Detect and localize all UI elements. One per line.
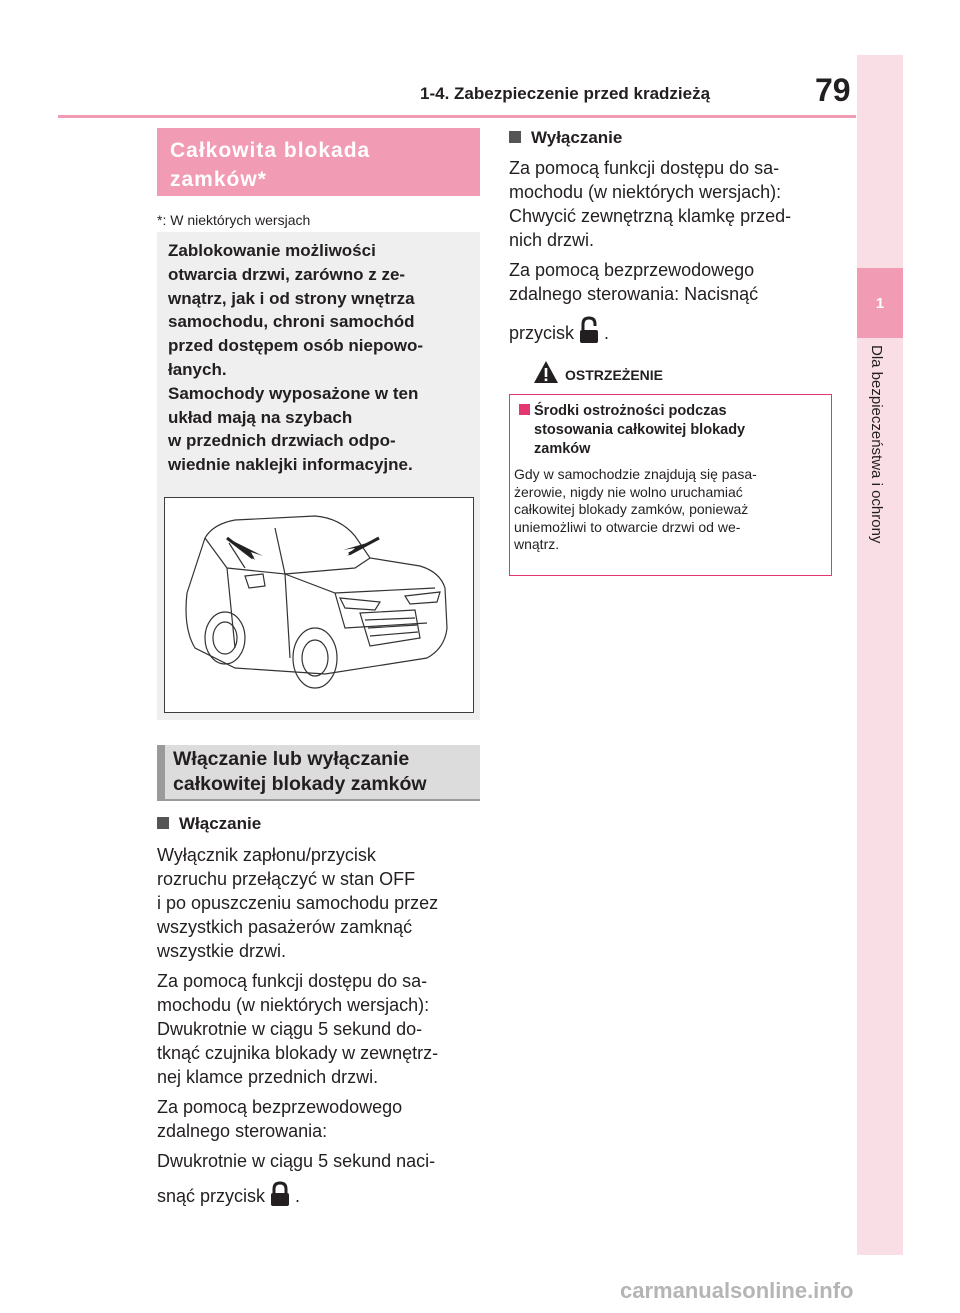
side-strip — [857, 55, 903, 1255]
text-line: mochodu (w niektórych wersjach): — [509, 182, 782, 202]
period: . — [604, 323, 610, 343]
subsection-title-box — [157, 745, 480, 801]
text-line: uniemożliwi to otwarcie drzwi od we- — [514, 518, 741, 535]
car-illustration — [164, 497, 474, 713]
section-title-box — [157, 128, 480, 196]
disable-heading-text: Wyłączanie — [531, 128, 623, 147]
text-line: rozruchu przełączyć w stan OFF — [157, 869, 416, 889]
intro-line: łanych. — [168, 359, 227, 379]
text-line: przycisk — [509, 323, 575, 343]
chapter-tab[interactable] — [857, 268, 903, 338]
text-line: Za pomocą funkcji dostępu do sa- — [157, 971, 428, 991]
text-line: żerowie, nigdy nie wolno uruchamiać — [514, 483, 743, 500]
text-line: Środki ostrożności podczas — [534, 403, 727, 419]
text-line: Za pomocą bezprzewodowego — [509, 260, 755, 280]
enable-heading — [157, 814, 261, 834]
text-line: Za pomocą funkcji dostępu do sa- — [509, 158, 780, 178]
text-line: wszystkich pasażerów zamknąć — [157, 917, 413, 937]
text-line: Dwukrotnie w ciągu 5 sekund do- — [157, 1019, 423, 1039]
text-line: Wyłącznik zapłonu/przycisk — [157, 845, 376, 865]
unlock-icon — [578, 316, 600, 350]
lock-icon — [269, 1181, 291, 1213]
intro-line: przed dostępem osób niepowo- — [168, 336, 424, 356]
text-line: zdalnego sterowania: Nacisnąć — [509, 284, 759, 304]
warning-label: OSTRZEŻENIE — [565, 367, 664, 383]
period: . — [295, 1186, 301, 1206]
enable-paragraph-1 — [157, 843, 487, 963]
warning-triangle-icon — [533, 360, 559, 384]
intro-line: wnątrz, jak i od strony wnętrza — [168, 288, 415, 308]
disable-paragraph-1 — [509, 156, 839, 252]
text-line: nej klamce przednich drzwi. — [157, 1067, 379, 1087]
text-line-with-icon — [509, 316, 839, 350]
text-line: tknąć czujnika blokady w zewnętrz- — [157, 1043, 439, 1063]
text-line: stosowania całkowitej blokady — [534, 422, 746, 438]
bullet-square-icon — [519, 404, 530, 415]
intro-line: wiednie naklejki informacyjne. — [168, 455, 413, 475]
text-line: zamków — [534, 441, 591, 457]
text-line: Dwukrotnie w ciągu 5 sekund naci- — [157, 1151, 436, 1171]
section-title-line1: Całkowita blokada — [170, 139, 371, 162]
text-line: zdalnego sterowania: — [157, 1121, 328, 1141]
text-line-with-icon — [157, 1181, 487, 1213]
header-section-title: 1-4. Zabezpieczenie przed kradzieżą — [420, 84, 711, 103]
section-title-line2: zamków* — [170, 168, 267, 191]
enable-paragraph-3 — [157, 1095, 487, 1143]
text-line: wnątrz. — [514, 536, 560, 552]
subsection-title-line2: całkowitej blokady zamków — [173, 773, 427, 795]
intro-line: Samochody wyposażone w ten — [168, 383, 419, 403]
footnote: *: W niektórych wersjach — [157, 212, 311, 228]
intro-line: otwarcia drzwi, zarówno z ze- — [168, 264, 406, 284]
intro-line: Zablokowanie możliwości — [168, 241, 376, 260]
bullet-square-icon — [509, 131, 521, 143]
warning-body — [514, 466, 826, 554]
enable-paragraph-4 — [157, 1149, 487, 1213]
intro-text — [168, 239, 473, 477]
text-line: nich drzwi. — [509, 230, 595, 250]
page-number: 79 — [815, 72, 851, 108]
chapter-label: Dla bezpieczeństwa i ochrony — [868, 345, 885, 544]
text-line: Chwycić zewnętrzną klamkę przed- — [509, 206, 792, 226]
watermark: carmanualsonline.info — [620, 1278, 854, 1303]
disable-heading — [509, 128, 622, 148]
text-line: całkowitej blokady zamków, ponieważ — [514, 501, 749, 517]
warning-subheading — [519, 402, 819, 459]
warning-header — [509, 352, 832, 395]
intro-line: w przednich drzwiach odpo- — [168, 431, 396, 451]
text-line: wszystkie drzwi. — [157, 941, 287, 961]
intro-line: układ mają na szybach — [168, 407, 353, 427]
subsection-title-line1: Włączanie lub wyłączanie — [173, 748, 410, 770]
bullet-square-icon — [157, 817, 169, 829]
text-line: mochodu (w niektórych wersjach): — [157, 995, 430, 1015]
text-line: Gdy w samochodzie znajdują się pasa- — [514, 466, 757, 482]
text-line: i po opuszczeniu samochodu przez — [157, 893, 439, 913]
chapter-number: 1 — [875, 294, 885, 312]
text-line: snąć przycisk — [157, 1186, 266, 1206]
header-rule — [58, 115, 856, 118]
enable-paragraph-2 — [157, 969, 487, 1089]
enable-heading-text: Włączanie — [179, 814, 262, 833]
text-line: Za pomocą bezprzewodowego — [157, 1097, 403, 1117]
disable-paragraph-2 — [509, 258, 839, 350]
intro-line: samochodu, chroni samochód — [168, 312, 415, 332]
car-drawing — [165, 498, 473, 712]
